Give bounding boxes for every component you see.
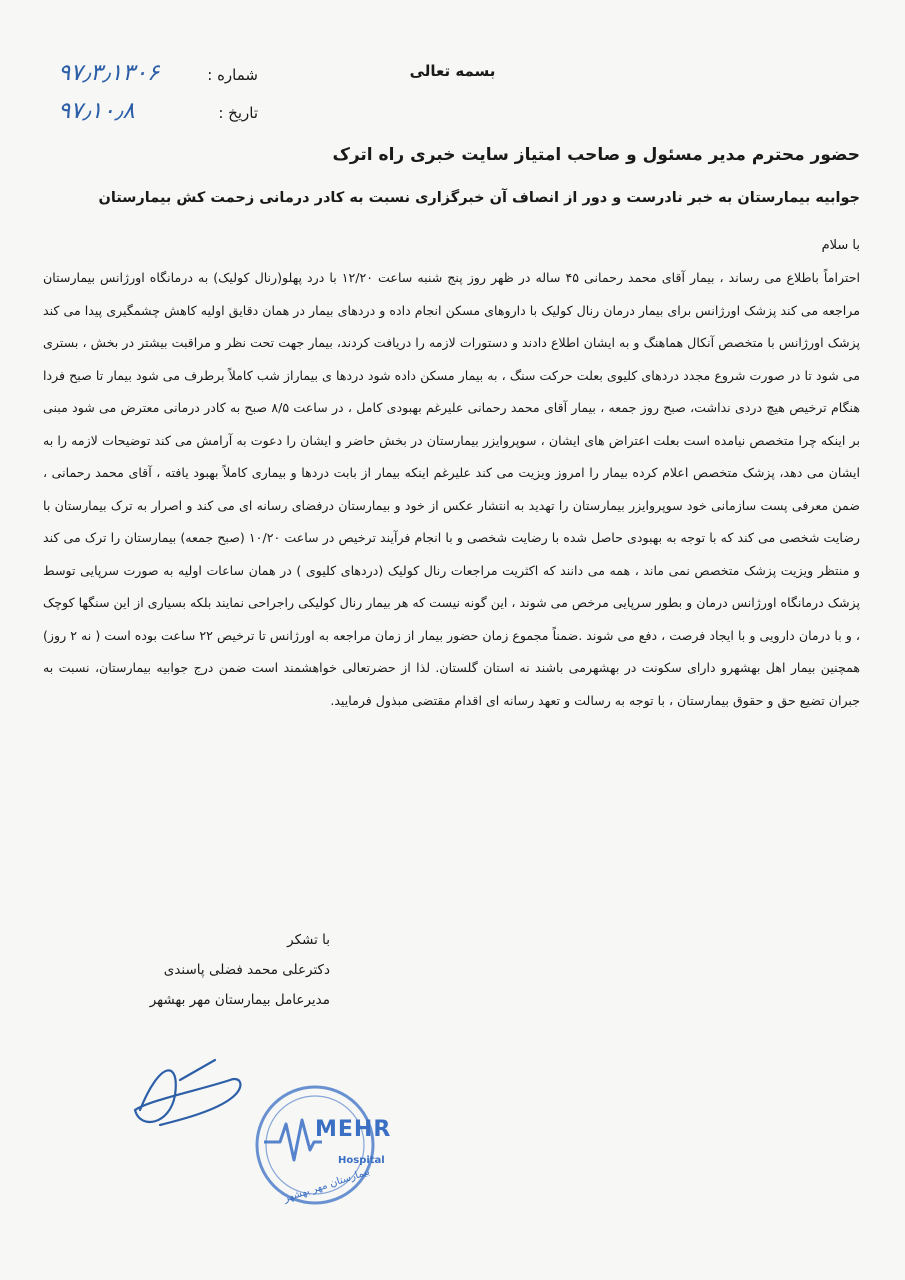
number-label: شماره : <box>207 66 258 84</box>
signer-title: مدیرعامل بیمارستان مهر بهشهر <box>149 992 330 1008</box>
stamp-logo-subtext: Hospital <box>338 1155 385 1166</box>
date-label: تاریخ : <box>218 104 258 122</box>
number-handwritten-value: ۹۷٫۳٫۱۳۰۶ <box>58 60 160 86</box>
date-handwritten-value: ۹۷٫۱۰٫۸ <box>58 98 135 124</box>
closing-block <box>90 925 330 1015</box>
thanks-line: با تشکر <box>287 932 330 948</box>
letter-body: احتراماً باطلاع می رساند ، بیمار آقای محمد رحمانی ۴۵ ساله در ظهر روز پنج شنبه ساعت ۱۲/۲۰ با درد پهلو(رنال کولیک) به درمانگاه اورژانس بیمارستان مراجعه می کند پزشک اورژانس برای بیمار درمان رنال کولیک با داروهای مسکن انجام داده و دردهای بیمار در همان دقایق اولیه کاهش چشمگیری پیدا می کند پزشک اورژانس با متخصص آنکال هماهنگ و به ایشان اطلاع دادند و دستورات لازمه را دریافت کردند، بیمار جهت تحت نظر و مراقبت بیشتر در بخش ، بستری می شود تا در صورت شروع مجدد دردهای کلیوی بعلت حرکت سنگ ، به بیمار مسکن داده شود دردها ی بیماراز شب کاملاً برطرف می شود بیمار تا صبح فردا هنگام ترخیص هیچ دردی نداشت، صبح روز جمعه ، بیمار آقای محمد رحمانی علیرغم بهبودی کامل ، در ساعت ۸/۵ صبح به کادر درمانی معترض می شود مبنی بر اینکه چرا متخصص نیامده است بعلت اعتراض های ایشان ، سوپروایزر بیمارستان در بخش حاضر و ایشان را دعوت به آرامش می کند توضیحات لازمه را به ایشان می دهد، پزشک متخصص اعلام کرده بیمار را امروز ویزیت می کند علیرغم اینکه بیمار از بابت دردها و بیماری کاملاً بهبود یافته ، آقای محمد رحمانی ، ضمن معرفی پست سازمانی خود سوپروایزر بیمارستان را تهدید به انتشار عکس از خود و بیمارستان درفضای رسانه ای می کند و اصرار به ترک بیمارستان با رضایت شخصی می کند که با توجه به بهبودی حاصل شده با رضایت شخصی و با انجام فرآیند ترخیص در ساعت ۱۰/۲۰ (صبح جمعه) بیمارستان را ترک می کند و منتظر ویزیت پزشک متخصص نمی ماند ، همه می دانند که اکثریت مراجعات رنال کولیک (دردهای کلیوی ) در همان ساعات اولیه به صورت سرپایی توسط پزشک درمانگاه اورژانس درمان و بطور سرپایی مرخص می شوند ، این گونه نیست که هر بیمار رنال کولیکی راجراحی نمایند بلکه بسیاری از این سنگها کوچک ، و با درمان دارویی و با ایجاد فرصت ، دفع می شوند .ضمناً مجموع زمان حضور بیمار از زمان مراجعه به اورژانس تا ترخیص ۲۲ ساعت بوده است ( نه ۲ روز) همچنین بیمار اهل بهشهرو دارای سکونت در بهشهرمی باشند نه استان گلستان. لذا از حضرتعالی خواهشمند است ضمن درج جوابیه بیمارستان، نسبت به جبران تضیع حق و حقوق بیمارستان ، با توجه به رسالت و تعهد رسانه ای اقدام مقتضی مبذول فرمایید. <box>43 270 861 708</box>
stamp-logo-text: MEHR <box>315 1117 392 1142</box>
handwritten-signature <box>120 1040 270 1140</box>
salutation: با سلام <box>821 238 860 253</box>
letter-date-row <box>58 98 258 128</box>
recipient-heading: حضور محترم مدیر مسئول و صاحب امتیاز سایت خبری راه اترک <box>332 145 860 165</box>
stamp-persian-text: بیمارستان مهر بهشهر <box>282 1166 372 1205</box>
letter-number-row <box>58 60 258 90</box>
signer-name: دکترعلی محمد فضلی پاسندی <box>163 962 330 978</box>
subject-heading: جوابیه بیمارستان به خبر نادرست و دور از انصاف آن خبرگزاری نسبت به کادر درمانی زحمت کش بیمارستان <box>98 190 860 206</box>
basmala-heading: بسمه تعالی <box>409 62 496 80</box>
